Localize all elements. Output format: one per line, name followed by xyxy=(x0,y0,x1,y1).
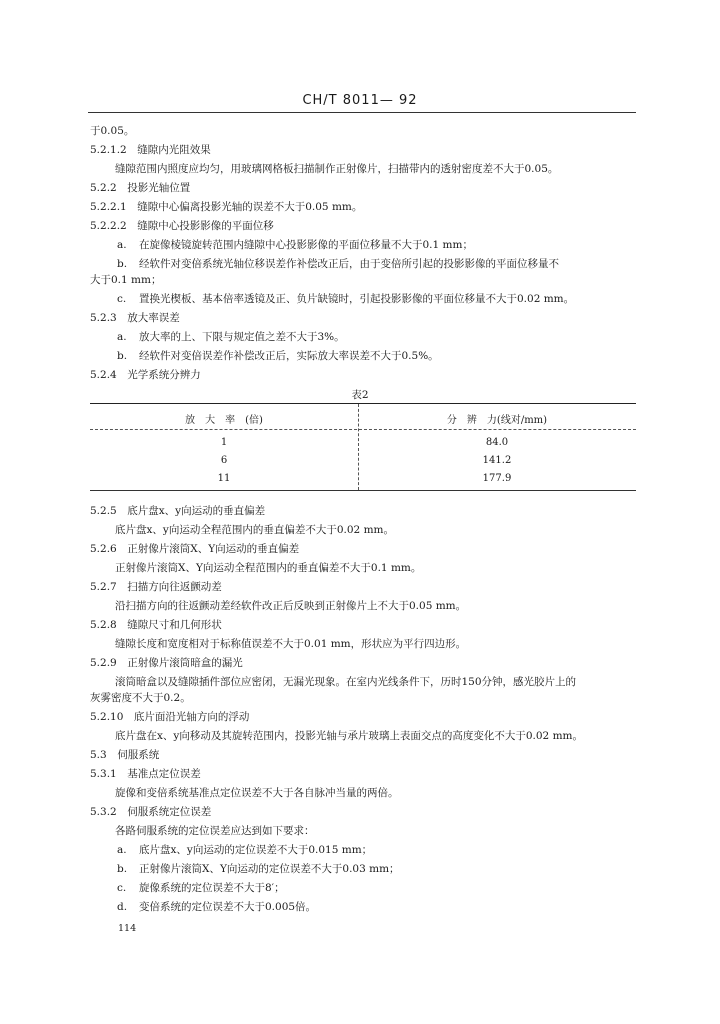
list-item-a xyxy=(117,238,473,252)
heading-5-2-3: 5.2.3 放大率误差 xyxy=(90,312,180,324)
list-text: 正射像片滚筒X、Y向运动的定位误差不大于0.03 mm； xyxy=(139,863,400,875)
paragraph-5-2-5: 底片盘x、y向运动全程范围内的垂直偏差不大于0.02 mm。 xyxy=(115,524,394,536)
heading-5-2-6: 5.2.6 正射像片滚筒X、Y向运动的垂直偏差 xyxy=(90,543,300,555)
list-item-d xyxy=(117,900,316,914)
list-text: 经软件对变倍系统光轴位移误差作补偿改正后，由于变倍所引起的投影影像的平面位移量不 xyxy=(139,258,559,270)
list-label: d. xyxy=(117,901,128,913)
table-caption: 表2 xyxy=(351,389,369,401)
heading-5-2-1-2: 5.2.1.2 缝隙内光阻效果 xyxy=(90,144,211,156)
list-label: b. xyxy=(117,863,128,875)
list-text: 置换光楔板、基本倍率透镜及正、负片缺镜时，引起投影影像的平面位移量不大于0.02 mm。 xyxy=(139,293,575,305)
list-label: c. xyxy=(117,882,127,894)
paragraph-5-2-9: 滚筒暗盒以及缝隙插件部位应密闭，无漏光现象。在室内光线条件下，历时150分钟，感光胶片上的 xyxy=(115,676,577,688)
paragraph-5-2-7: 沿扫描方向的往返颤动差经软件改正后反映到正射像片上不大于0.05 mm。 xyxy=(115,600,467,612)
standard-code-header: CH/T 8011— 92 xyxy=(302,93,418,108)
list-item-a xyxy=(117,330,345,344)
list-label: a. xyxy=(117,331,127,343)
heading-5-3: 5.3 伺服系统 xyxy=(90,749,160,761)
heading-5-2-9: 5.2.9 正射像片滚筒暗盒的漏光 xyxy=(90,657,243,669)
heading-5-2-2: 5.2.2 投影光轴位置 xyxy=(90,182,191,194)
list-label: a. xyxy=(117,844,127,856)
table-cell-resolution: 141.2 xyxy=(482,455,512,466)
list-item-c xyxy=(117,292,574,306)
list-label: c. xyxy=(117,293,127,305)
heading-5-2-8: 5.2.8 缝隙尺寸和几何形状 xyxy=(90,619,222,631)
heading-5-2-7: 5.2.7 扫描方向往返颤动差 xyxy=(90,581,222,593)
table-cell-resolution: 177.9 xyxy=(482,473,512,484)
list-item-c xyxy=(117,881,285,895)
list-text: 变倍系统的定位误差不大于0.005倍。 xyxy=(139,901,317,913)
paragraph-continuation: 于0.05。 xyxy=(90,125,135,137)
list-item-a xyxy=(117,843,372,857)
paragraph-5-2-10: 底片盘在x、y向移动及其旋转范围内，投影光轴与承片玻璃上表面交点的高度变化不大于0.02 mm。 xyxy=(115,730,583,742)
list-text: 放大率的上、下限与规定值之差不大于3%。 xyxy=(139,331,345,343)
list-label: b. xyxy=(117,350,128,362)
paragraph-5-2-1-2: 缝隙范围内照度应均匀，用玻璃网格板扫描制作正射像片，扫描带内的透射密度差不大于0.05。 xyxy=(115,163,559,175)
list-text: 旋像系统的定位误差不大于8′； xyxy=(139,882,285,894)
list-text: 经软件对变倍误差作补偿改正后，实际放大率误差不大于0.5%。 xyxy=(139,350,439,362)
paragraph-5-2-9-continuation: 灰雾密度不大于0.2。 xyxy=(90,692,191,704)
list-item-b xyxy=(117,862,400,876)
list-text: 底片盘x、y向运动的定位误差不大于0.015 mm； xyxy=(139,844,373,856)
table-cell-magnification: 1 xyxy=(220,437,228,448)
heading-5-2-10: 5.2.10 底片面沿光轴方向的浮动 xyxy=(90,711,250,723)
table-top-rule xyxy=(90,403,636,404)
list-item-b-continuation: 大于0.1 mm； xyxy=(90,274,162,286)
paragraph-5-2-6: 正射像片滚筒X、Y向运动全程范围内的垂直偏差不大于0.1 mm。 xyxy=(115,562,422,574)
heading-5-3-2: 5.3.2 伺服系统定位误差 xyxy=(90,806,212,818)
table-header-magnification: 放 大 率 (倍) xyxy=(185,415,263,426)
heading-5-2-5: 5.2.5 底片盘x、y向运动的垂直偏差 xyxy=(90,505,266,517)
paragraph-5-3-2: 各路伺服系统的定位误差应达到如下要求： xyxy=(115,825,315,837)
heading-5-3-1: 5.3.1 基准点定位误差 xyxy=(90,768,201,780)
table-header-resolution: 分 辨 力(线对/mm) xyxy=(446,415,548,426)
paragraph-5-3-1: 旋像和变倍系统基准点定位误差不大于各自脉冲当量的两倍。 xyxy=(115,787,399,799)
list-text: 在旋像棱镜旋转范围内缝隙中心投影影像的平面位移量不大于0.1 mm； xyxy=(139,239,473,251)
list-item-b xyxy=(117,349,439,363)
header-rule xyxy=(88,112,636,113)
paragraph-5-2-8: 缝隙长度和宽度相对于标称值误差不大于0.01 mm，形状应为平行四边形。 xyxy=(115,638,467,650)
list-label: b. xyxy=(117,258,128,270)
heading-5-2-2-1: 5.2.2.1 缝隙中心偏离投影光轴的误差不大于0.05 mm。 xyxy=(90,201,363,213)
heading-5-2-4: 5.2.4 光学系统分辨力 xyxy=(90,369,201,381)
list-item-b xyxy=(117,257,559,271)
table-cell-magnification: 6 xyxy=(220,455,228,466)
table-header-rule xyxy=(90,429,636,430)
table-cell-resolution: 84.0 xyxy=(485,437,509,448)
table-bottom-rule xyxy=(90,490,636,491)
list-label: a. xyxy=(117,239,127,251)
table-cell-magnification: 11 xyxy=(217,473,231,484)
heading-5-2-2-2: 5.2.2.2 缝隙中心投影影像的平面位移 xyxy=(90,220,274,232)
page-number: 114 xyxy=(118,923,137,934)
